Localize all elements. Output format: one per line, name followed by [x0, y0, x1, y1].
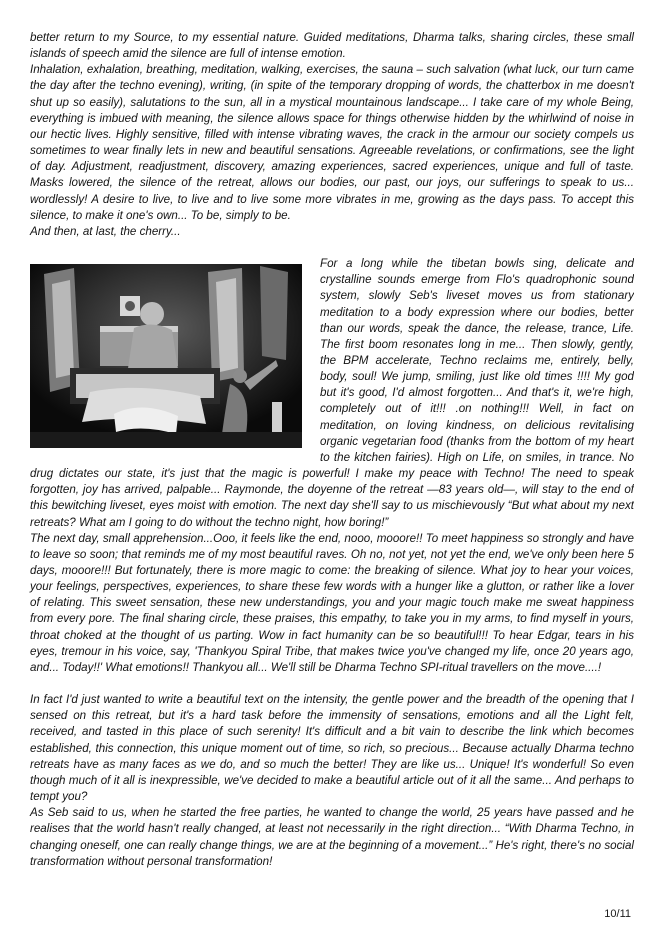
paragraph-next-day: The next day, small apprehension...Ooo, it feels like the end, nooo, mooore!! To meet happiness so strongly and have to leave so soon; that reminds me of my most beautiful raves. Oh no, not yet, not yet the end, we've only been here 5 days, mooore!!! But fortunately, there is more magic to come: the breaking of silence. What joy to hear your voices, your feelings, perspectives, experiences, to share these few words with a hunger like a glutton, or rather like a lover of relating. This sweet sensation, these new understandings, you and your magic touch make me sweat happiness from every pore. The final sharing circle, these praises, this empathy, to take you in my arms, to find myself in yours, throat choked at the thought of us parting. Wow in fact humanity can be so beautiful!!! To hear Edgar, tears in his eyes, tremour in his voice, say, 'Thankyou Spiral Tribe, that makes twice you've changed my life, once 20 years ago, and... Today!!' What emotions!! Thankyou all... We'll still be Dharma Techno SPI-ritual travellers on the move....! — [30, 531, 634, 674]
paragraph-source: better return to my Source, to my essential nature. Guided meditations, Dharma talks, sharing circles, these small islands of speech amid the silence are full of intense emotion. — [30, 31, 634, 61]
paragraph-seb-quote: As Seb said to us, when he started the free parties, he wanted to change the world, 25 years have passed and he realises that the world hasn't really changed, at least not necessarily in the right direction... “With Dharma Techno, in changing oneself, one can really change things, we are at the beginning of a movement...” He's right, there's no social transformation without personal transformation! — [30, 806, 634, 868]
retreat-dj-photo — [30, 264, 302, 448]
paragraph-cherry: And then, at last, the cherry... — [30, 224, 181, 238]
paragraph-techno-night: For a long while the tibetan bowls sing, delicate and crystalline sounds emerge from Flo's quadrophonic sound system, slowly Seb's liveset moves us from stationary meditation to a body expression where our bodies, better than our words, speak the dance, the release, trance, Life. The first boom resonates long in me... Then slowly, gently, the BPM accelerate, Techno reclaims me, entirely, belly, body, soul! We jump, smiling, just like old times !!!! My god but it's good, I'd almost forgotten... And that's it, we're high, completely out of it!!! .on nothing!!! Well, in fact on meditation, on loving kindness, on delicious revitalising organic vegetarian food (thanks from the bottom of my heart to the kitchen fairies). High on Life, on smiles, in trance. No drug dictates our state, it's just that the magic is powerful! I make my peace with Techno! The need to speak forgotten, joy has arrived, palpable... Raymonde, the doyenne of the retreat —83 years old—, will stay to the end of this bewitching liveset, eyes moist with emotion. The next day she'll say to us mischievously “But what about my next retreats? What am I going to do without the techno night, how boring!” — [30, 257, 634, 529]
photo-text-block — [30, 256, 634, 531]
paragraph-gap — [30, 676, 634, 692]
paragraph-gap — [30, 240, 634, 256]
paragraph-breathing: Inhalation, exhalation, breathing, meditation, walking, exercises, the sauna – such salvation (what luck, our turn came the day after the techno evening), writing, (in spite of the temporary dropping of words, the chatterbox in me doesn't shut up so easily), salutations to the sun, all in a mystical mountainous landscape... I take care of my whole Being, everything is imbued with meaning, the silence allows space for things otherwise hidden by the whirlwind of noise in our hectic lives. Highly sensitive, filled with intense vibrating waves, the crack in the armour our society compels us sometimes to wear finally lets in new and beautiful sensations. Agreeable revelations, or confirmations, see the light of day. Adjustment, readjustment, discovery, amazing experiences, sacred experiences, unique and full of taste. Masks lowered, the silence of the retreat, allows our bodies, our past, our joys, our sufferings to speak to us... wordlessly! A desire to live, to live and to live some more vibrates in me, growing as the days pass. To accept this silence, to make it one's own... To be, simply to be. — [30, 63, 634, 222]
page-number: 10/11 — [604, 908, 631, 920]
paragraph-intensity: In fact I'd just wanted to write a beautiful text on the intensity, the gentle power and the breadth of the opening that I sensed on this retreat, but it's a hard task before the immensity of sensations, emotions and all the Light felt, received, and tasted in this place of such serenity! It's difficult and a bit vain to describe the link which becomes established, this connection, this unique moment out of time, so rich, so precious... Because actually Dharma techno retreats have as many faces as we do, and so much the better! They are like us... Unique! It's wonderful! So even though much of it all is inexpressible, we've decided to make a beautiful article out of it all the same... And perhaps to tempt you? — [30, 693, 634, 804]
retreat-dj-photo-graphic — [30, 264, 302, 448]
article-page — [30, 30, 634, 870]
